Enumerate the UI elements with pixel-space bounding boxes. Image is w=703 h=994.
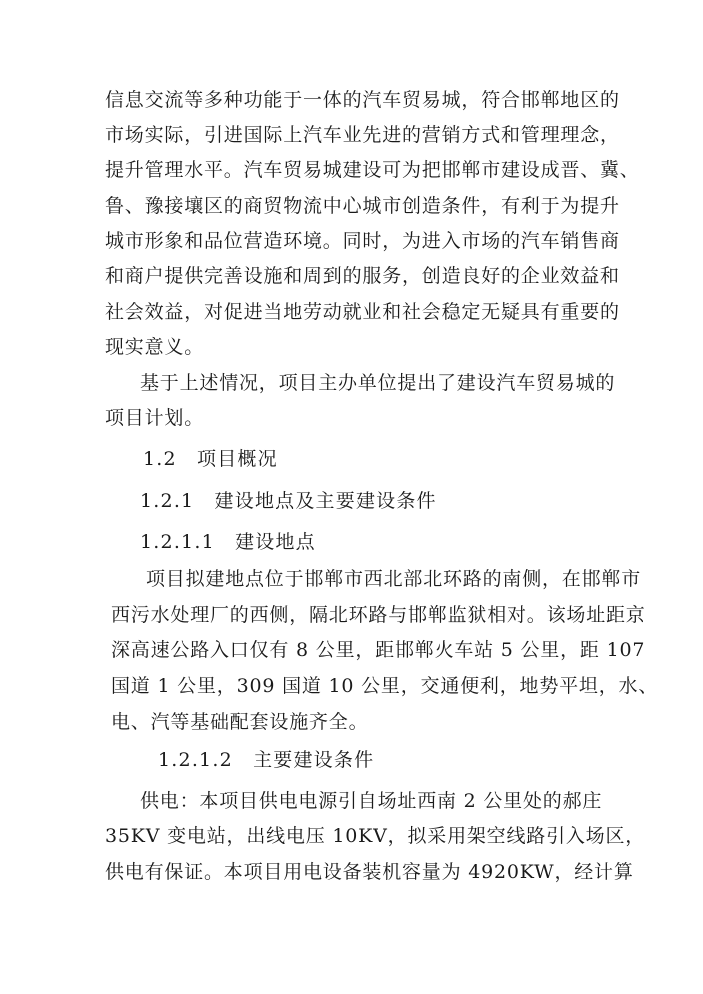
paragraph-line: 西污水处理厂的西侧，隔北环路与邯郸监狱相对。该场址距京	[111, 604, 646, 626]
paragraph-line: 信息交流等多种功能于一体的汽车贸易城，符合邯郸地区的	[105, 89, 620, 111]
paragraph-line: 市场实际，引进国际上汽车业先进的营销方式和管理理念，	[105, 124, 620, 146]
paragraph-line: 提升管理水平。汽车贸易城建设可为把邯郸市建设成晋、冀、	[105, 159, 640, 181]
section-heading-1-2-1-2: 1.2.1.2 主要建设条件	[158, 749, 375, 771]
paragraph-line: 电、汽等基础配套设施齐全。	[111, 711, 369, 733]
paragraph-line: 鲁、豫接壤区的商贸物流中心城市创造条件，有利于为提升	[105, 195, 620, 217]
paragraph-line: 社会效益，对促进当地劳动就业和社会稳定无疑具有重要的	[105, 301, 620, 323]
paragraph-line: 城市形象和品位营造环境。同时，为进入市场的汽车销售商	[105, 230, 620, 252]
paragraph-line: 国道 1 公里，309 国道 10 公里，交通便利，地势平坦，水、	[111, 675, 659, 697]
section-heading-1-2-1: 1.2.1 建设地点及主要建设条件	[140, 490, 437, 512]
paragraph-line: 现实意义。	[105, 336, 205, 358]
paragraph-line: 供电有保证。本项目用电设备装机容量为 4920KW，经计算	[105, 861, 634, 883]
paragraph-line: 深高速公路入口仅有 8 公里，距邯郸火车站 5 公里，距 107	[111, 639, 646, 661]
paragraph-line: 35KV 变电站，出线电压 10KV，拟采用架空线路引入场区，	[105, 825, 646, 847]
paragraph-line: 项目拟建地点位于邯郸市西北部北环路的南侧，在邯郸市	[146, 568, 642, 590]
section-heading-1-2: 1.2 项目概况	[143, 448, 278, 470]
paragraph-line: 和商户提供完善设施和周到的服务，创造良好的企业效益和	[105, 265, 620, 287]
paragraph-line: 供电：本项目供电电源引自场址西南 2 公里处的郝庄	[140, 790, 603, 812]
section-heading-1-2-1-1: 1.2.1.1 建设地点	[140, 531, 316, 553]
paragraph-line: 项目计划。	[105, 407, 205, 429]
paragraph-line: 基于上述情况，项目主办单位提出了建设汽车贸易城的	[140, 372, 616, 394]
